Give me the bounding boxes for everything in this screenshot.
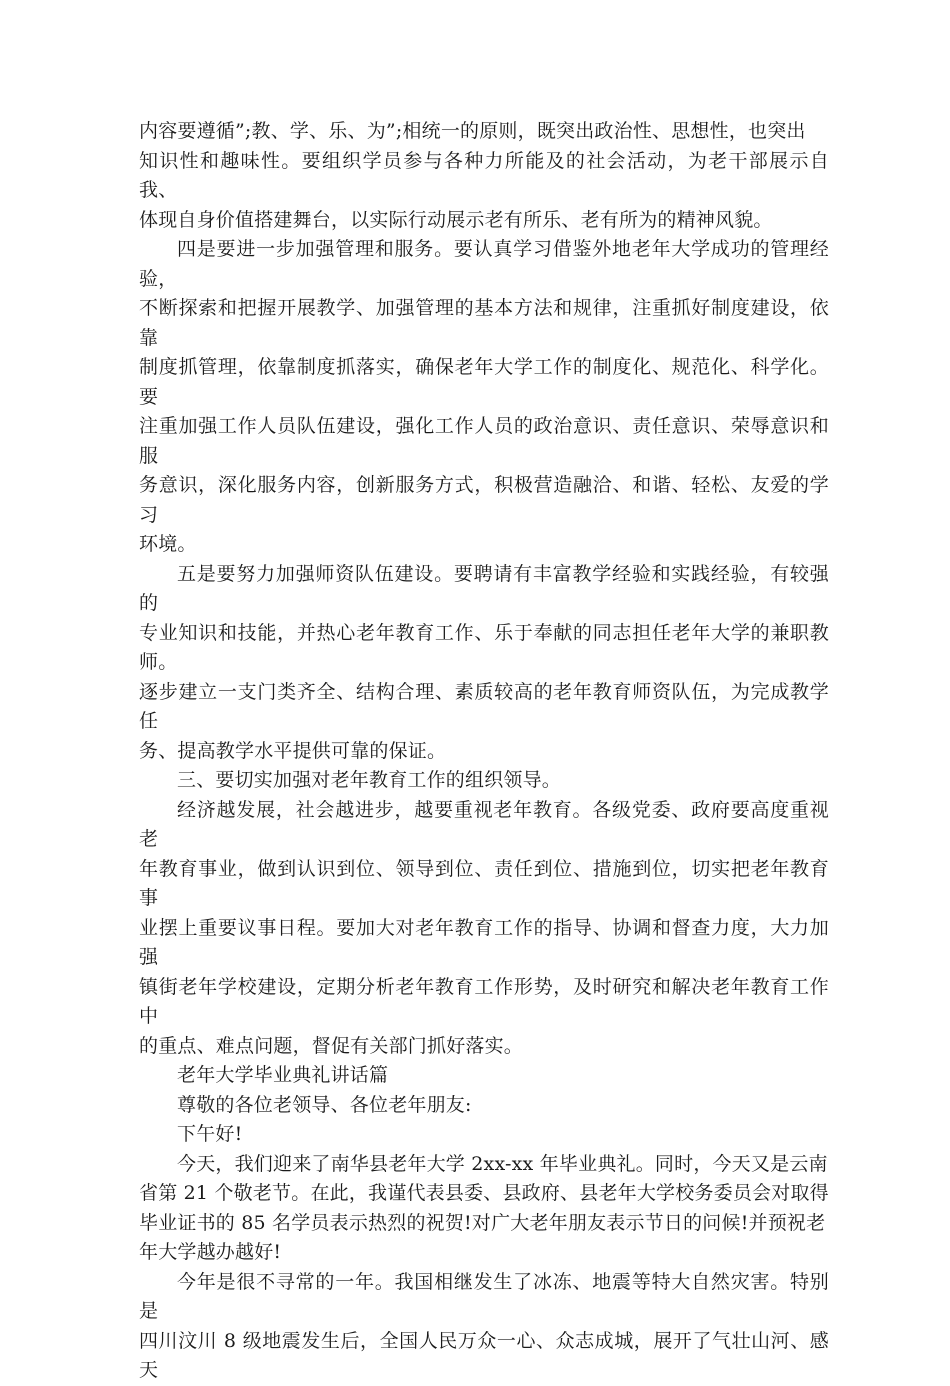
paragraph-1: 内容要遵循”;教、学、乐、为”;相统一的原则，既突出政治性、思想性，也突出 知识性和趣味性。要组织学员参与各种力所能及的社会活动，为老干部展示自我、 体现自身价值搭建舞台，以实际行动展示老有所乐、老有所为的精神风貌。 bbox=[139, 120, 829, 231]
paragraph-2: 四是要进一步加强管理和服务。要认真学习借鉴外地老年大学成功的管理经验， 不断探索和把握开展教学、加强管理的基本方法和规律，注重抓好制度建设，依靠 制度抓管理，依靠制度抓落实，确保老年大学工作的制度化、规范化、科学化。要 注重加强工作人员队伍建设，强化工作人员的政治意识、责任意识、荣辱意识和服 务意识，深化服务内容，创新服务方式，积极营造融洽、和谐、轻松、友爱的学习 环境。 bbox=[139, 238, 829, 555]
section-heading: 三、要切实加强对老年教育工作的组织领导。 bbox=[177, 769, 562, 791]
speech-title: 老年大学毕业典礼讲话篇 bbox=[177, 1064, 389, 1086]
paragraph-4: 经济越发展，社会越进步，越要重视老年教育。各级党委、政府要高度重视老 年教育事业，做到认识到位、领导到位、责任到位、措施到位，切实把老年教育事 业摆上重要议事日程。要加大对老年教育工作的指导、协调和督查力度，大力加强 镇街老年学校建设，定期分析老年教育工作形势，及时研究和解决老年教育工作中 的重点、难点问题，督促有关部门抓好落实。 bbox=[139, 798, 829, 1057]
document-body bbox=[139, 117, 829, 1386]
greeting: 下午好! bbox=[177, 1123, 243, 1145]
paragraph-3: 五是要努力加强师资队伍建设。要聘请有丰富教学经验和实践经验，有较强的 专业知识和技能，并热心老年教育工作、乐于奉献的同志担任老年大学的兼职教师。 逐步建立一支门类齐全、结构合理、素质较高的老年教育师资队伍，为完成教学任 务、提高教学水平提供可靠的保证。 bbox=[139, 562, 829, 762]
paragraph-6: 今年是很不寻常的一年。我国相继发生了冰冻、地震等特大自然灾害。特别是 四川汶川 8 级地震发生后，全国人民万众一心、众志成城，展开了气壮山河、感天 bbox=[139, 1270, 829, 1381]
salutation: 尊敬的各位老领导、各位老年朋友: bbox=[177, 1093, 472, 1116]
paragraph-5: 今天，我们迎来了南华县老年大学 2xx-xx 年毕业典礼。同时，今天又是云南 省第 21 个敬老节。在此，我谨代表县委、县政府、县老年大学校务委员会对取得 毕业证书的 85 名学员表示热烈的祝贺!对广大老年朋友表示节日的问候!并预祝老 年大学越办越好! bbox=[139, 1152, 829, 1263]
